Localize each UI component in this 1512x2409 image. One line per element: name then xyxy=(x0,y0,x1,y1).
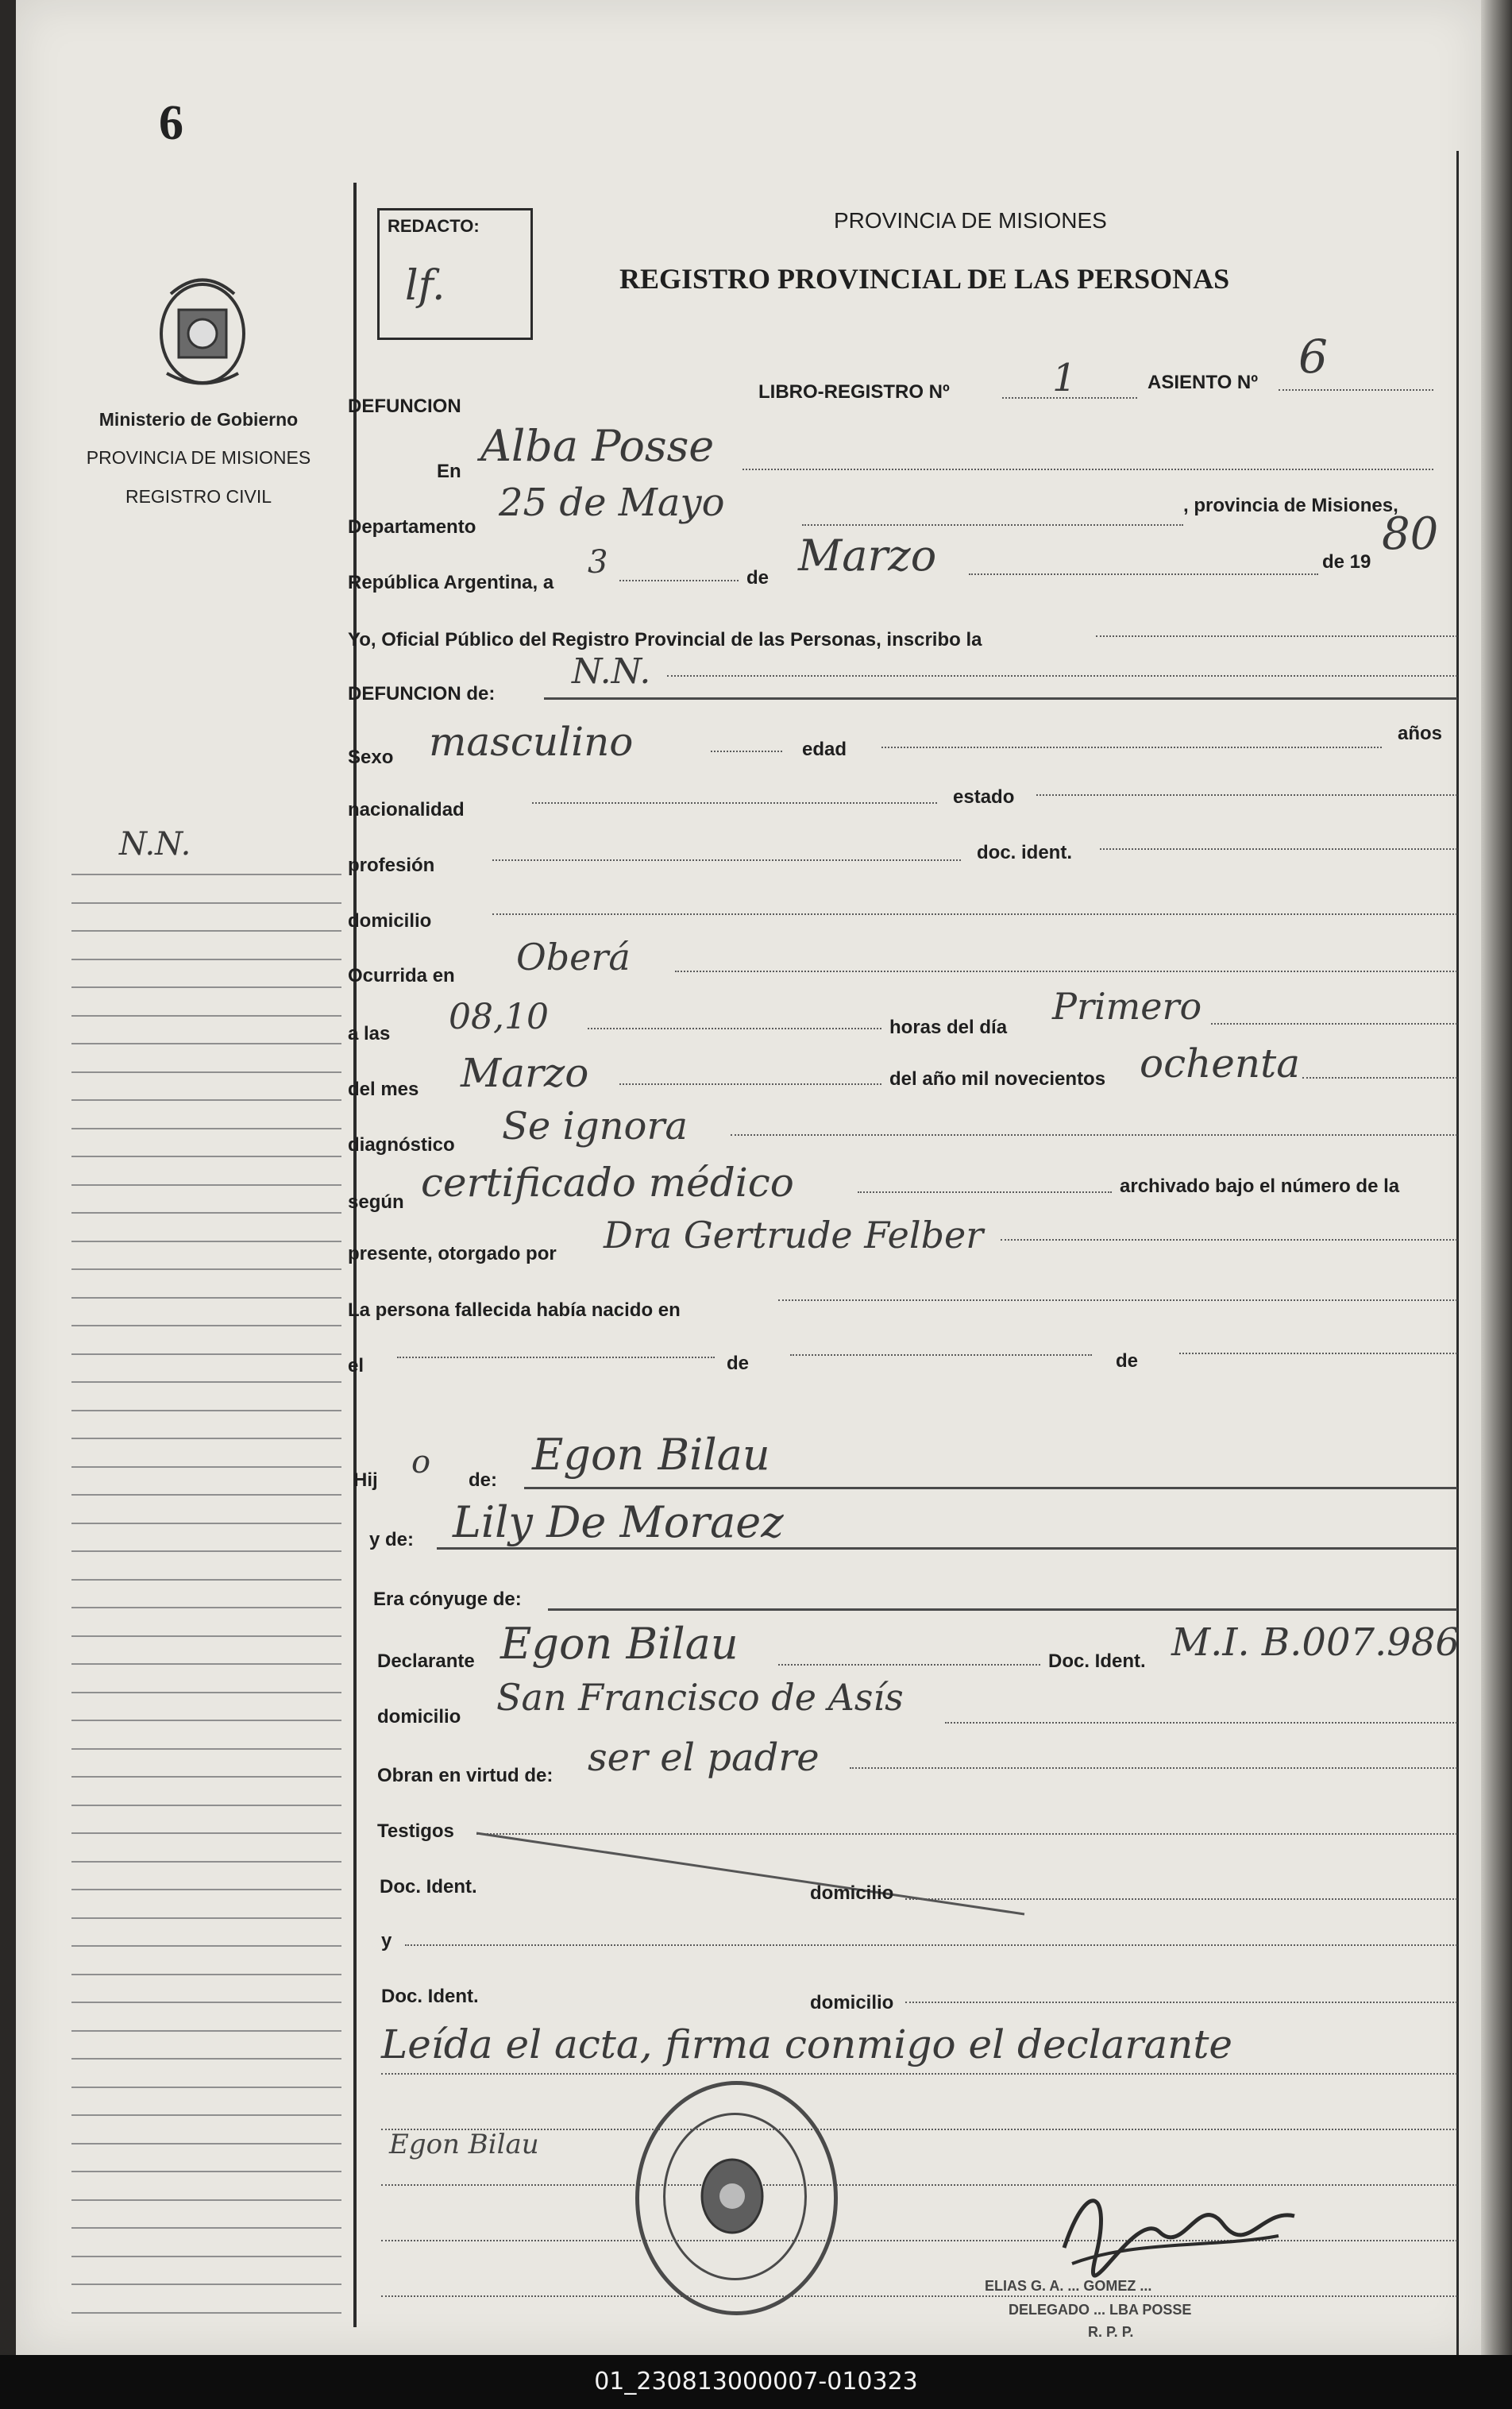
segun-value: certificado médico xyxy=(421,1160,794,1206)
sidebar-ruled-line xyxy=(71,2171,341,2172)
sidebar-ruled-line xyxy=(71,1974,341,1975)
sidebar-ruled-line xyxy=(71,2058,341,2060)
hij-label: Hij xyxy=(353,1469,378,1491)
edad-label: edad xyxy=(802,739,847,760)
seal-emblem-icon xyxy=(635,2081,830,2307)
conyuge-label: Era cónyuge de: xyxy=(373,1589,522,1610)
y-label: y xyxy=(381,1930,392,1952)
sidebar-ruled-line xyxy=(71,1889,341,1890)
doc-ident-t1-label: Doc. Ident. xyxy=(380,1876,477,1897)
libro-value: 1 xyxy=(1052,356,1077,400)
sidebar-ruled-line xyxy=(71,1043,341,1044)
diagnostico-label: diagnóstico xyxy=(348,1134,455,1156)
dia-value: Primero xyxy=(1052,985,1202,1028)
sidebar-ruled-line xyxy=(71,1663,341,1665)
redacto-value: lf. xyxy=(405,262,446,310)
sidebar-ruled-line xyxy=(71,1212,341,1214)
sidebar-ruled-line xyxy=(71,902,341,904)
mes-value: Marzo xyxy=(461,1050,589,1096)
declarant-signature: Egon Bilau xyxy=(389,2129,539,2160)
province-label: PROVINCIA DE MISIONES xyxy=(86,447,311,468)
sidebar-ruled-line xyxy=(71,930,341,932)
departamento-value: 25 de Mayo xyxy=(499,481,725,525)
sidebar-ruled-line xyxy=(71,1692,341,1693)
yo-text: Yo, Oficial Público del Registro Provincial de las Personas, inscribo la xyxy=(348,629,982,651)
sidebar-ruled-line xyxy=(71,1099,341,1101)
closing-text: Leída el acta, firma conmigo el declarante xyxy=(381,2021,1233,2067)
year-value: 80 xyxy=(1382,508,1439,560)
madre-value: Lily De Moraez xyxy=(453,1497,784,1547)
archivado-label: archivado bajo el número de la xyxy=(1120,1176,1400,1197)
sidebar-ruled-line xyxy=(71,1720,341,1721)
nacionalidad-label: nacionalidad xyxy=(348,799,465,820)
sidebar-ruled-line xyxy=(71,1353,341,1355)
sidebar-ruled-line xyxy=(71,1635,341,1637)
asiento-value: 6 xyxy=(1298,330,1328,384)
coat-of-arms-icon xyxy=(151,262,254,393)
horas-label: horas del día xyxy=(889,1017,1008,1038)
official-stamp-line-1: ELIAS G. A. ... GOMEZ ... xyxy=(985,2278,1152,2294)
del-mes-label: del mes xyxy=(348,1079,419,1100)
sidebar-ruled-line xyxy=(71,1466,341,1468)
record-type: DEFUNCION xyxy=(348,396,461,417)
ocurrida-label: Ocurrida en xyxy=(348,965,455,986)
sidebar-ruled-line xyxy=(71,1523,341,1524)
day-value: 3 xyxy=(588,544,608,581)
redacto-label: REDACTO: xyxy=(388,216,480,236)
strike-line xyxy=(476,1827,1032,1922)
domicilio-t2-label: domicilio xyxy=(810,1992,894,2013)
domicilio-label: domicilio xyxy=(348,910,432,932)
image-caption: 01_230813000007-010323 xyxy=(0,2355,1512,2409)
sidebar-ruled-line xyxy=(71,2002,341,2003)
sidebar-ruled-line xyxy=(71,2284,341,2285)
sidebar-ruled-line xyxy=(71,1184,341,1186)
province-title: PROVINCIA DE MISIONES xyxy=(834,208,1107,233)
sidebar-ruled-line xyxy=(71,1297,341,1299)
page-edge-shadow xyxy=(1481,0,1512,2355)
y-de-label: y de: xyxy=(369,1529,415,1550)
sidebar-ruled-line xyxy=(71,1917,341,1919)
segun-label: según xyxy=(348,1191,404,1213)
sidebar-ruled-line xyxy=(71,1748,341,1750)
a-las-label: a las xyxy=(348,1023,391,1044)
sidebar-ruled-line xyxy=(71,1550,341,1552)
right-border xyxy=(1456,151,1459,2359)
official-stamp-line-3: R. P. P. xyxy=(1088,2324,1134,2340)
nacido-de-label-2: de xyxy=(1116,1350,1139,1372)
sidebar-ruled-line xyxy=(71,1015,341,1017)
asiento-label: ASIENTO Nº xyxy=(1148,372,1259,393)
defuncion-de-value: N.N. xyxy=(572,651,651,692)
departamento-label: Departamento xyxy=(348,516,476,538)
sidebar-ruled-line xyxy=(71,1945,341,1947)
sidebar-ruled-line xyxy=(71,1861,341,1863)
defuncion-de-label: DEFUNCION de: xyxy=(348,683,496,705)
registry-title: REGISTRO PROVINCIAL DE LAS PERSONAS xyxy=(619,263,1230,295)
domicilio-decl-label: domicilio xyxy=(377,1706,461,1728)
sidebar-ruled-line xyxy=(71,1241,341,1242)
sidebar-ruled-line xyxy=(71,1805,341,1806)
sexo-label: Sexo xyxy=(348,747,394,768)
domicilio-decl-value: San Francisco de Asís xyxy=(496,1676,904,1719)
sidebar-ruled-line xyxy=(71,1607,341,1608)
sidebar-ruled-line xyxy=(71,1128,341,1129)
page-number: 6 xyxy=(159,96,183,150)
sidebar-ruled-line xyxy=(71,1832,341,1834)
sidebar-ruled-line xyxy=(71,1776,341,1778)
de19-label: de 19 xyxy=(1322,551,1371,573)
obran-value: ser el padre xyxy=(588,1735,820,1780)
month-value: Marzo xyxy=(798,531,937,581)
sidebar-ruled-line xyxy=(71,2030,341,2032)
hij-value: o xyxy=(411,1444,431,1481)
official-stamp-line-2: DELEGADO ... LBA POSSE xyxy=(1009,2302,1192,2318)
sidebar-ruled-line xyxy=(71,2143,341,2145)
de-label: de xyxy=(746,567,770,589)
doc-ident-decl-value: M.I. B.007.986 xyxy=(1171,1620,1460,1665)
declarante-value: Egon Bilau xyxy=(500,1619,739,1669)
sidebar-ruled-line xyxy=(71,2312,341,2314)
testigos-label: Testigos xyxy=(377,1820,454,1842)
ministry-label: Ministerio de Gobierno xyxy=(98,409,299,430)
sidebar-ruled-line xyxy=(71,986,341,988)
sidebar-ruled-line xyxy=(71,1268,341,1270)
nacido-label: La persona fallecida había nacido en xyxy=(348,1299,681,1321)
obran-label: Obran en virtud de: xyxy=(377,1765,554,1786)
ocurrida-value: Oberá xyxy=(516,936,631,979)
sidebar-ruled-line xyxy=(71,2114,341,2116)
doc-ident-decl-label: Doc. Ident. xyxy=(1048,1650,1146,1672)
en-label: En xyxy=(437,461,461,482)
sidebar-ruled-line xyxy=(71,1438,341,1439)
official-signature xyxy=(1040,2160,1310,2287)
sidebar-ruled-line xyxy=(71,2199,341,2201)
sidebar-ruled-line xyxy=(71,1381,341,1383)
profesion-label: profesión xyxy=(348,855,435,876)
en-value: Alba Posse xyxy=(480,421,715,471)
sidebar-ruled-line xyxy=(71,1071,341,1073)
hij-de-label: de: xyxy=(469,1469,497,1491)
del-ano-label: del año mil novecientos xyxy=(889,1068,1106,1090)
sidebar-ruled-line xyxy=(71,2256,341,2257)
padre-value: Egon Bilau xyxy=(532,1430,770,1480)
domicilio-t1-label: domicilio xyxy=(810,1882,894,1904)
sidebar-ruled-line xyxy=(71,1494,341,1496)
anos-label: años xyxy=(1398,723,1443,744)
sidebar-ruled-line xyxy=(71,1579,341,1581)
sidebar-ruled-line xyxy=(71,874,341,875)
sexo-value: masculino xyxy=(429,719,634,765)
diagnostico-value: Se ignora xyxy=(502,1104,688,1149)
a-las-value: 08,10 xyxy=(449,997,549,1037)
sidebar-ruled-line xyxy=(71,1325,341,1326)
libro-label: LIBRO-REGISTRO Nº xyxy=(758,381,950,403)
doc-ident-t2-label: Doc. Ident. xyxy=(381,1986,479,2007)
republica-label: República Argentina, a xyxy=(348,572,554,593)
nacido-de-label: de xyxy=(727,1353,750,1374)
registry-civil-label: REGISTRO CIVIL xyxy=(125,486,272,507)
margin-note: N.N. xyxy=(119,826,191,863)
document-page xyxy=(16,0,1481,2355)
provincia-label: , provincia de Misiones, xyxy=(1183,495,1398,516)
doc-ident-label: doc. ident. xyxy=(977,842,1072,863)
sidebar-ruled-line xyxy=(71,1156,341,1157)
sidebar-ruled-line xyxy=(71,959,341,960)
presente-value: Dra Gertrude Felber xyxy=(604,1214,984,1257)
ano-value: ochenta xyxy=(1140,1040,1301,1087)
sidebar-ruled-line xyxy=(71,1410,341,1411)
presente-label: presente, otorgado por xyxy=(348,1243,557,1264)
estado-label: estado xyxy=(953,786,1015,808)
sidebar-ruled-line xyxy=(71,2087,341,2088)
sidebar-ruled-line xyxy=(71,2227,341,2229)
el-label: el xyxy=(348,1355,364,1376)
declarante-label: Declarante xyxy=(377,1650,475,1672)
